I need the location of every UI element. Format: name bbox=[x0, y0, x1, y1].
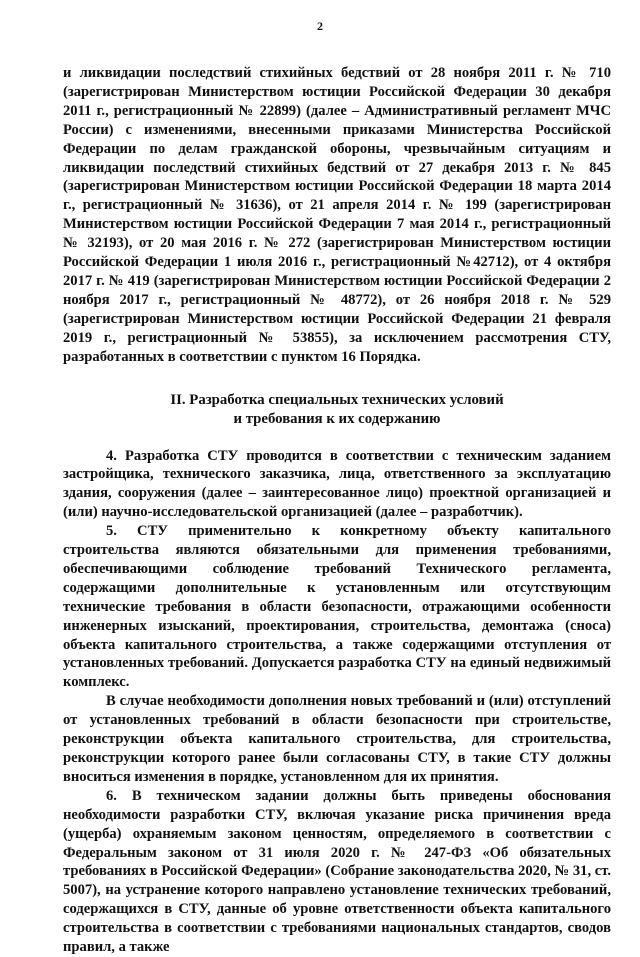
section-heading-line-1: II. Разработка специальных технических условий bbox=[170, 391, 504, 408]
paragraph-item-5: 5. СТУ применительно к конкретному объекту капитального строительства являются обязательными для применения требованиями, обеспечивающими соблюдение требований Технического регламента, содержащими дополнительные к установленным или отсутствующим технические требования в области безопасности, отражающими особенности инженерных изысканий, проектирования, строительства, демонтажа (сноса) объекта капитального строительства, а также содержащими отступления от установленных требований. Допускается разработка СТУ на единый недвижимый комплекс. bbox=[63, 523, 611, 691]
section-heading-line-2: и требования к их содержанию bbox=[233, 410, 441, 427]
section-heading bbox=[63, 391, 611, 429]
paragraph-item-5-addendum: В случае необходимости дополнения новых требований и (или) отступлений от установленных требований в области безопасности при строительстве, реконструкции объекта капитального строительства, для строительства, реконструкции которого ранее были согласованы СТУ, в такие СТУ должны вноситься изменения в порядке, установленном для их принятия. bbox=[63, 693, 611, 785]
page-number: 2 bbox=[317, 19, 323, 33]
document-body bbox=[63, 64, 611, 957]
paragraph-item-6: 6. В техническом задании должны быть приведены обоснования необходимости разработки СТУ, включая указание риска причинения вреда (ущерба) охраняемым законом ценностям, определяемого в соответствии с Федеральным законом от 31 июля 2020 г. № 247-ФЗ «Об обязательных требованиях в Российской Федерации» (Собрание законодательства 2020, № 31, ст. 5007), на устранение которого направлено установление технических требований, содержащихся в СТУ, данные об уровне ответственности объекта капитального строительства в соответствии с требованиями национальных стандартов, сводов правил, а также bbox=[63, 787, 611, 956]
paragraph-continuation: и ликвидации последствий стихийных бедствий от 28 ноября 2011 г. № 710 (зарегистрирован Министерством юстиции Российской Федерации 30 декабря 2011 г., регистрационный № 22899) (далее – Административный регламент МЧС России) с изменениями, внесенными приказами Министерства Российской Федерации по делам гражданской обороны, чрезвычайным ситуациям и ликвидации последствий стихийных бедствий от 27 декабря 2013 г. № 845 (зарегистрирован Министерством юстиции Российской Федерации 18 марта 2014 г., регистрационный № 31636), от 21 апреля 2014 г. № 199 (зарегистрирован Министерством юстиции Российской Федерации 7 мая 2014 г., регистрационный № 32193), от 20 мая 2016 г. № 272 (зарегистрирован Министерством юстиции Российской Федерации 1 июля 2016 г., регистрационный №42712), от 4 октября 2017 г. № 419 (зарегистрирован Министерством юстиции Российской Федерации 2 ноября 2017 г., регистрационный № 48772), от 26 ноября 2018 г. № 529 (зарегистрирован Министерством юстиции Российской Федерации 21 февраля 2019 г., регистрационный № 53855), за исключением рассмотрения СТУ, разработанных в соответствии с пунктом 16 Порядка. bbox=[63, 65, 611, 365]
paragraph-item-4: 4. Разработка СТУ проводится в соответствии с техническим заданием застройщика, технического заказчика, лица, ответственного за эксплуатацию здания, сооружения (далее – заинтересованное лицо) проектной организацией и (или) научно-исследовательской организацией (далее – разработчик). bbox=[63, 447, 611, 521]
